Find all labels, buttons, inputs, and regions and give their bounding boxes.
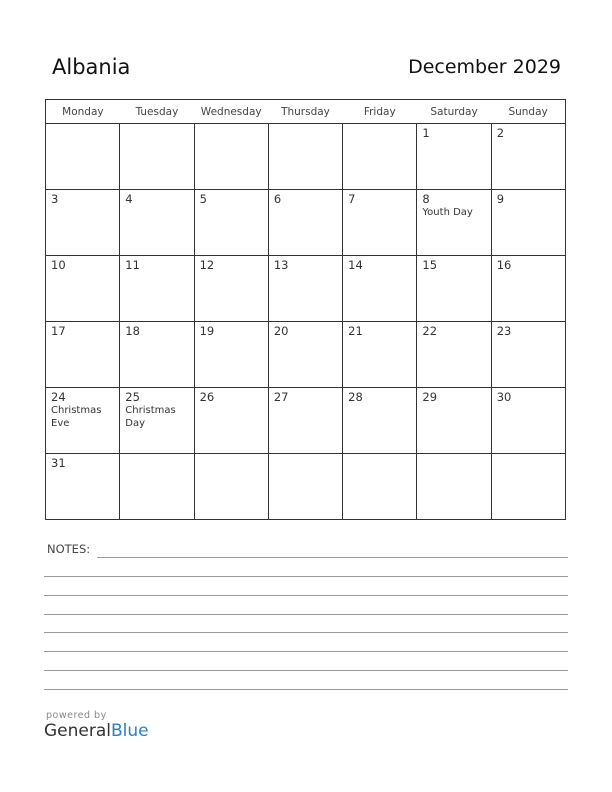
- day-cell: [491, 388, 565, 454]
- day-cell: [194, 454, 268, 520]
- day-number: 20: [273, 324, 289, 338]
- week-row: [46, 190, 566, 256]
- day-cell: [268, 256, 342, 322]
- day-cell: [268, 124, 342, 190]
- day-cell: [491, 454, 565, 520]
- day-cell: [343, 256, 417, 322]
- day-cell: [194, 388, 268, 454]
- day-cell: [491, 256, 565, 322]
- day-number: 26: [199, 390, 215, 404]
- day-cell: [268, 388, 342, 454]
- holiday-label: Christmas Eve: [51, 405, 102, 429]
- day-number: 3: [51, 192, 59, 206]
- day-cell: [46, 124, 120, 190]
- day-number: 9: [496, 192, 505, 206]
- day-number: 28: [348, 390, 363, 404]
- week-row: [46, 124, 566, 190]
- day-cell: [343, 388, 417, 454]
- weekday-header: Sunday: [491, 100, 565, 124]
- calendar-grid: [45, 99, 566, 520]
- weekday-header-row: [46, 100, 566, 124]
- weekday-header: Friday: [343, 100, 417, 124]
- month-year-title: December 2029: [408, 56, 561, 78]
- brand-name-general: General: [44, 721, 111, 741]
- day-cell: [491, 124, 565, 190]
- day-cell: [268, 322, 342, 388]
- day-cell: [46, 388, 120, 454]
- day-number: 7: [348, 192, 356, 206]
- holiday-label: Youth Day: [422, 207, 473, 218]
- day-cell: [491, 322, 565, 388]
- day-cell: [417, 454, 491, 520]
- day-cell: [343, 124, 417, 190]
- notes-label: NOTES:: [47, 542, 91, 556]
- day-number: 22: [422, 324, 438, 338]
- week-row: [46, 322, 566, 388]
- day-number: 4: [125, 192, 133, 206]
- day-cell: [343, 454, 417, 520]
- notes-line: [44, 632, 568, 633]
- day-number: 23: [496, 324, 512, 338]
- day-cell: [194, 322, 268, 388]
- day-cell: [120, 454, 194, 520]
- weekday-header: Thursday: [268, 100, 342, 124]
- day-cell: [268, 454, 342, 520]
- brand-name-blue: Blue: [111, 721, 149, 741]
- week-row: [46, 256, 566, 322]
- weekday-header: Wednesday: [194, 100, 268, 124]
- day-cell: [120, 388, 194, 454]
- day-number: 15: [422, 258, 438, 272]
- notes-line: [44, 595, 568, 596]
- day-cell: [417, 190, 491, 256]
- day-cell: [120, 256, 194, 322]
- day-cell: [268, 190, 342, 256]
- day-cell: [46, 256, 120, 322]
- notes-line: [44, 651, 568, 652]
- day-number: 13: [273, 258, 289, 272]
- weekday-header: Monday: [46, 100, 120, 124]
- day-cell: [46, 454, 120, 520]
- day-cell: [417, 388, 491, 454]
- day-cell: [120, 190, 194, 256]
- weekday-header: Tuesday: [120, 100, 194, 124]
- day-number: 8: [422, 192, 430, 206]
- day-number: 24: [51, 390, 66, 404]
- day-number: 18: [125, 324, 140, 338]
- day-number: 11: [125, 258, 140, 272]
- day-number: 1: [422, 126, 430, 140]
- day-number: 30: [496, 390, 512, 404]
- day-cell: [120, 322, 194, 388]
- day-number: 27: [273, 390, 289, 404]
- notes-line: [44, 689, 568, 690]
- day-number: 29: [422, 390, 438, 404]
- day-cell: [343, 190, 417, 256]
- day-cell: [194, 124, 268, 190]
- notes-line: [97, 557, 568, 558]
- day-number: 31: [51, 456, 66, 470]
- holiday-label: Christmas Day: [125, 405, 176, 429]
- notes-line: [44, 614, 568, 615]
- day-cell: [46, 190, 120, 256]
- day-number: 16: [496, 258, 512, 272]
- day-cell: [194, 190, 268, 256]
- country-title: Albania: [52, 55, 131, 79]
- day-cell: [491, 190, 565, 256]
- day-number: 6: [273, 192, 282, 206]
- day-cell: [417, 124, 491, 190]
- week-row: [46, 388, 566, 454]
- notes-line: [44, 670, 568, 671]
- day-number: 21: [348, 324, 363, 338]
- generalblue-logo[interactable]: [44, 721, 149, 741]
- day-number: 14: [348, 258, 363, 272]
- day-cell: [417, 256, 491, 322]
- day-cell: [343, 322, 417, 388]
- day-number: 2: [496, 126, 505, 140]
- day-cell: [46, 322, 120, 388]
- weekday-header: Saturday: [417, 100, 491, 124]
- day-number: 19: [199, 324, 215, 338]
- day-number: 12: [199, 258, 215, 272]
- day-cell: [120, 124, 194, 190]
- notes-line: [44, 576, 568, 577]
- day-number: 10: [51, 258, 66, 272]
- day-cell: [194, 256, 268, 322]
- powered-by-label: powered by: [46, 710, 107, 721]
- day-number: 17: [51, 324, 66, 338]
- week-row: [46, 454, 566, 520]
- day-cell: [417, 322, 491, 388]
- day-number: 25: [125, 390, 140, 404]
- day-number: 5: [199, 192, 207, 206]
